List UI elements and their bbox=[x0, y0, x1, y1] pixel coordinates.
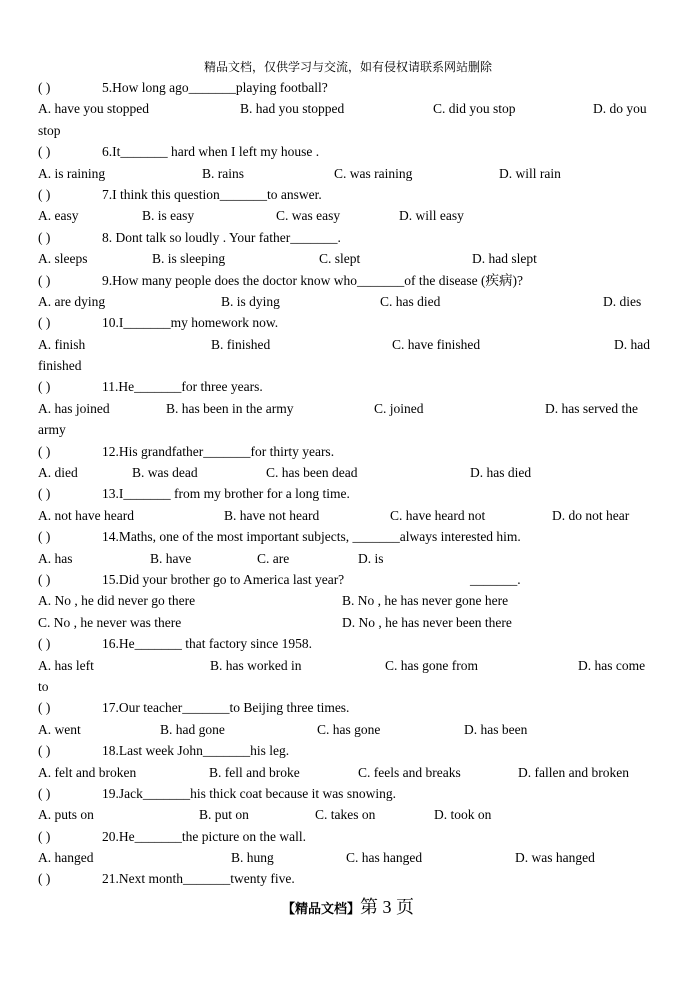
options-row bbox=[38, 847, 658, 868]
option-b: B. was dead bbox=[132, 465, 198, 481]
option-continuation: finished bbox=[38, 358, 82, 374]
option-a: A. is raining bbox=[38, 165, 106, 181]
option-d: D. will easy bbox=[399, 208, 464, 224]
option-c: C. feels and breaks bbox=[358, 764, 461, 780]
option-c: C. has gone from bbox=[385, 657, 478, 673]
option-b: B. No , he has never gone here bbox=[342, 593, 509, 609]
options-row bbox=[38, 762, 658, 783]
question-18 bbox=[38, 740, 658, 761]
options-row bbox=[38, 205, 658, 226]
question-text: 21.Next month_______twenty five. bbox=[102, 871, 295, 887]
option-continuation: stop bbox=[38, 122, 61, 138]
question-text: 12.His grandfather_______for thirty years. bbox=[102, 443, 335, 459]
question-text: 11.He_______for three years. bbox=[102, 379, 263, 395]
option-d: D. has served the bbox=[545, 400, 638, 416]
option-b: B. has been in the army bbox=[166, 400, 294, 416]
option-c: C. No , he never was there bbox=[38, 614, 182, 630]
option-continuation: army bbox=[38, 422, 66, 438]
question-16 bbox=[38, 633, 658, 654]
option-a: A. have you stopped bbox=[38, 101, 149, 117]
question-answer-blank: _______. bbox=[470, 571, 521, 587]
option-d: D. had slept bbox=[472, 251, 537, 267]
answer-blank: ( ) bbox=[38, 443, 51, 459]
option-c: C. was raining bbox=[334, 165, 413, 181]
page-header: 精品文档，仅供学习与交流，如有侵权请联系网站删除 bbox=[203, 60, 492, 74]
question-19 bbox=[38, 783, 658, 804]
question-10 bbox=[38, 312, 658, 333]
question-text: 20.He_______the picture on the wall. bbox=[102, 828, 306, 844]
question-text: 17.Our teacher_______to Beijing three times. bbox=[102, 700, 350, 716]
question-text: 8. Dont talk so loudly . Your father_______. bbox=[102, 229, 341, 245]
option-b: B. fell and broke bbox=[209, 764, 300, 780]
option-a: A. went bbox=[38, 721, 81, 737]
answer-blank: ( ) bbox=[38, 743, 51, 759]
question-text: 10.I_______my homework now. bbox=[102, 315, 279, 331]
option-b: B. had you stopped bbox=[240, 101, 345, 117]
option-b: B. is dying bbox=[221, 293, 280, 309]
question-13 bbox=[38, 483, 658, 504]
option-d: D. has died bbox=[470, 465, 532, 481]
question-text: 15.Did your brother go to America last year? bbox=[102, 571, 345, 587]
option-c: C. has died bbox=[380, 293, 441, 309]
options-row bbox=[38, 548, 658, 569]
option-a: A. easy bbox=[38, 208, 79, 224]
answer-blank: ( ) bbox=[38, 144, 51, 160]
options-row bbox=[38, 163, 658, 184]
option-c: C. have heard not bbox=[390, 507, 486, 523]
answer-blank: ( ) bbox=[38, 828, 51, 844]
option-d: D. took on bbox=[434, 807, 492, 823]
option-d: D. do you bbox=[593, 101, 647, 117]
option-a: A. has left bbox=[38, 657, 94, 673]
question-text: 18.Last week John_______his leg. bbox=[102, 743, 290, 759]
question-14 bbox=[38, 526, 658, 547]
question-9 bbox=[38, 270, 658, 291]
options-row bbox=[38, 612, 658, 633]
answer-blank: ( ) bbox=[38, 272, 51, 288]
answer-blank: ( ) bbox=[38, 785, 51, 801]
option-a: A. finish bbox=[38, 336, 86, 352]
answer-blank: ( ) bbox=[38, 529, 51, 545]
options-row bbox=[38, 248, 658, 269]
answer-blank: ( ) bbox=[38, 80, 51, 95]
option-d: D. fallen and broken bbox=[518, 764, 629, 780]
option-a: A. hanged bbox=[38, 850, 94, 866]
question-5 bbox=[38, 77, 658, 98]
question-17 bbox=[38, 697, 658, 718]
question-7 bbox=[38, 184, 658, 205]
answer-blank: ( ) bbox=[38, 186, 51, 202]
option-b: B. have not heard bbox=[224, 507, 320, 523]
question-text: 16.He_______ that factory since 1958. bbox=[102, 636, 312, 652]
option-a: A. not have heard bbox=[38, 507, 134, 523]
question-12 bbox=[38, 441, 658, 462]
option-a: A. sleeps bbox=[38, 251, 88, 267]
option-b: B. finished bbox=[211, 336, 271, 352]
options-row bbox=[38, 804, 658, 825]
options-row bbox=[38, 719, 658, 740]
option-c: C. have finished bbox=[392, 336, 481, 352]
answer-blank: ( ) bbox=[38, 571, 51, 587]
option-d: D. was hanged bbox=[515, 850, 595, 866]
option-c: C. slept bbox=[319, 251, 361, 267]
question-15 bbox=[38, 569, 658, 590]
option-a: A. puts on bbox=[38, 807, 94, 823]
option-d: D. is bbox=[358, 550, 384, 566]
option-b: B. is sleeping bbox=[152, 251, 226, 267]
option-c: C. has been dead bbox=[266, 465, 358, 481]
option-b: B. put on bbox=[199, 807, 249, 823]
option-d: D. will rain bbox=[499, 165, 561, 181]
answer-blank: ( ) bbox=[38, 486, 51, 502]
options-row bbox=[38, 334, 658, 355]
option-d: D. had bbox=[614, 336, 650, 352]
options-row bbox=[38, 462, 658, 483]
answer-blank: ( ) bbox=[38, 229, 51, 245]
option-d: D. do not hear bbox=[552, 507, 630, 523]
options-row bbox=[38, 98, 658, 119]
answer-blank: ( ) bbox=[38, 636, 51, 652]
question-text: 13.I_______ from my brother for a long time. bbox=[102, 486, 350, 502]
option-b: B. have bbox=[150, 550, 192, 566]
option-c: C. did you stop bbox=[433, 101, 516, 117]
option-c: C. joined bbox=[374, 400, 424, 416]
options-row bbox=[38, 655, 658, 676]
options-row bbox=[38, 590, 658, 611]
question-text: 7.I think this question_______to answer. bbox=[102, 186, 322, 202]
answer-blank: ( ) bbox=[38, 700, 51, 716]
option-a: A. No , he did never go there bbox=[38, 593, 196, 609]
option-c: C. has gone bbox=[317, 721, 381, 737]
option-continuation: to bbox=[38, 678, 49, 694]
answer-blank: ( ) bbox=[38, 315, 51, 331]
option-d: D. has been bbox=[464, 721, 528, 737]
question-text: 9.How many people does the doctor know who_______of the disease (疾病)? bbox=[102, 272, 524, 288]
option-d: D. dies bbox=[603, 293, 642, 309]
question-8 bbox=[38, 227, 658, 248]
options-row bbox=[38, 505, 658, 526]
question-list bbox=[38, 77, 658, 890]
option-b: B. rains bbox=[202, 165, 244, 181]
option-b: B. is easy bbox=[142, 208, 195, 224]
option-d: D. has come bbox=[578, 657, 646, 673]
question-text: 6.It_______ hard when I left my house . bbox=[102, 144, 320, 160]
option-d: D. No , he has never been there bbox=[342, 614, 512, 630]
option-c: C. was easy bbox=[276, 208, 341, 224]
page-number: 第 3 页 bbox=[360, 897, 414, 917]
option-a: A. has bbox=[38, 550, 73, 566]
option-b: B. hung bbox=[231, 850, 274, 866]
option-b: B. has worked in bbox=[210, 657, 302, 673]
answer-blank: ( ) bbox=[38, 379, 51, 395]
option-a: A. felt and broken bbox=[38, 764, 137, 780]
options-row bbox=[38, 291, 658, 312]
option-b: B. had gone bbox=[160, 721, 225, 737]
option-c: C. takes on bbox=[315, 807, 376, 823]
question-text: 14.Maths, one of the most important subjects, _______always interested him. bbox=[102, 529, 521, 545]
question-20 bbox=[38, 826, 658, 847]
option-a: A. are dying bbox=[38, 293, 106, 309]
option-a: A. died bbox=[38, 465, 78, 481]
question-text: 5.How long ago_______playing football? bbox=[102, 80, 328, 95]
footer-tag: 【精品文档】 bbox=[281, 902, 360, 917]
question-text: 19.Jack_______his thick coat because it was snowing. bbox=[102, 785, 396, 801]
answer-blank: ( ) bbox=[38, 871, 51, 887]
option-c: C. are bbox=[257, 550, 290, 566]
option-c: C. has hanged bbox=[346, 850, 423, 866]
page-footer bbox=[0, 893, 696, 919]
options-row bbox=[38, 398, 658, 419]
option-a: A. has joined bbox=[38, 400, 110, 416]
question-6 bbox=[38, 141, 658, 162]
question-21 bbox=[38, 868, 658, 889]
question-11 bbox=[38, 376, 658, 397]
